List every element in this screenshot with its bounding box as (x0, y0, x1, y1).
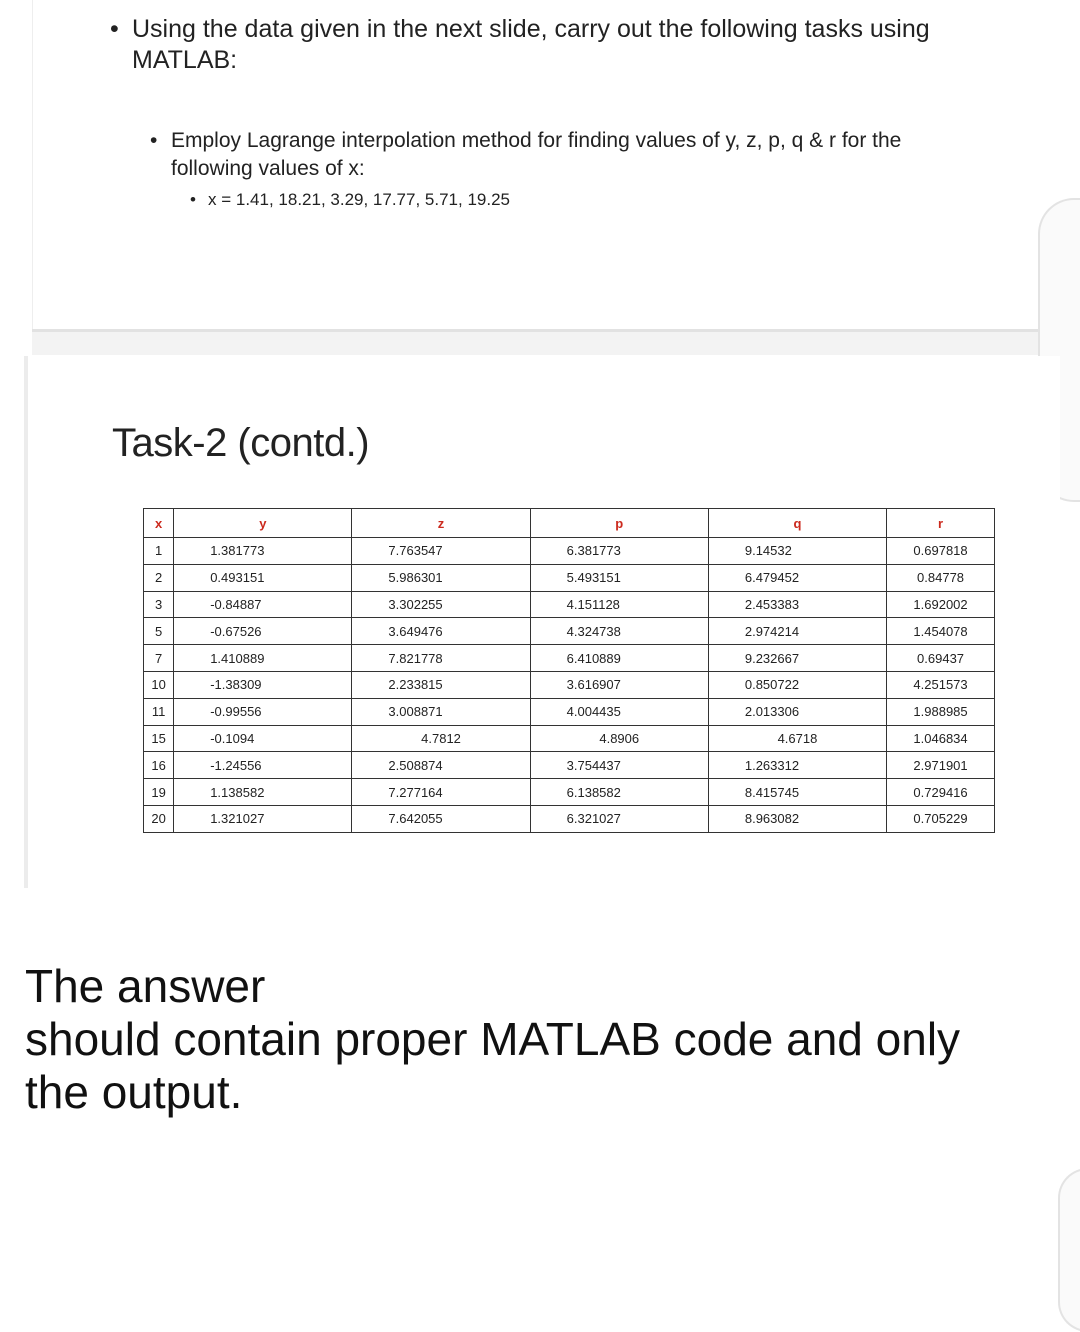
table-body (144, 538, 995, 833)
table-cell: 3.616907 (530, 671, 708, 698)
table-row (144, 779, 995, 806)
table-cell: 0.493151 (174, 564, 352, 591)
data-table (143, 508, 995, 833)
bullet-dot-icon: • (150, 129, 158, 152)
column-header-r: r (887, 509, 995, 538)
table-cell: 16 (144, 752, 174, 779)
table-cell: 6.321027 (530, 805, 708, 832)
table-cell: 3.754437 (530, 752, 708, 779)
table-row (144, 538, 995, 565)
table-cell: 4.251573 (887, 671, 995, 698)
column-header-p: p (530, 509, 708, 538)
table-cell: 0.69437 (887, 645, 995, 672)
table-cell: 7.763547 (352, 538, 530, 565)
table-row (144, 805, 995, 832)
table-cell: 5.986301 (352, 564, 530, 591)
bullet-sub (150, 127, 980, 183)
answer-line-3: the output. (25, 1066, 243, 1118)
column-header-q: q (708, 509, 886, 538)
table-cell: 0.850722 (708, 671, 886, 698)
table-cell: 6.410889 (530, 645, 708, 672)
table-cell: 8.415745 (708, 779, 886, 806)
table-cell: 7.277164 (352, 779, 530, 806)
bullet-main-text: Using the data given in the next slide, carry out the following tasks using MATLAB: (132, 15, 930, 74)
table-cell: 2.453383 (708, 591, 886, 618)
table-row (144, 591, 995, 618)
table-cell: 10 (144, 671, 174, 698)
answer-line-2: should contain proper MATLAB code and only (25, 1013, 961, 1065)
table-cell: 7.821778 (352, 645, 530, 672)
table-cell: -0.99556 (174, 698, 352, 725)
answer-line-1: The answer (25, 960, 266, 1012)
table-cell: 5 (144, 618, 174, 645)
table-row (144, 618, 995, 645)
table-cell: 1 (144, 538, 174, 565)
table-cell: -0.67526 (174, 618, 352, 645)
table-cell: 0.84778 (887, 564, 995, 591)
table-cell: 4.6718 (708, 725, 886, 752)
table-row (144, 564, 995, 591)
table-cell: 7.642055 (352, 805, 530, 832)
table-cell: 0.697818 (887, 538, 995, 565)
table-cell: 1.454078 (887, 618, 995, 645)
slide-divider (32, 329, 1056, 355)
table-row (144, 725, 995, 752)
table-row (144, 698, 995, 725)
table-cell: 9.14532 (708, 538, 886, 565)
bullet-subsub-text: x = 1.41, 18.21, 3.29, 17.77, 5.71, 19.25 (208, 190, 510, 209)
column-header-z: z (352, 509, 530, 538)
table-cell: 9.232667 (708, 645, 886, 672)
table-cell: 6.381773 (530, 538, 708, 565)
table-cell: 0.729416 (887, 779, 995, 806)
table-header-row (144, 509, 995, 538)
table-cell: 4.004435 (530, 698, 708, 725)
table-cell: 6.479452 (708, 564, 886, 591)
column-header-x: x (144, 509, 174, 538)
table-cell: 2.013306 (708, 698, 886, 725)
table-cell: 1.410889 (174, 645, 352, 672)
table-cell: 1.138582 (174, 779, 352, 806)
column-header-y: y (174, 509, 352, 538)
table-cell: 2.971901 (887, 752, 995, 779)
bullet-main (110, 14, 1010, 76)
table-cell: 20 (144, 805, 174, 832)
table-cell: 2 (144, 564, 174, 591)
table-cell: 1.692002 (887, 591, 995, 618)
table-cell: 5.493151 (530, 564, 708, 591)
table-cell: 4.8906 (530, 725, 708, 752)
answer-note (25, 960, 1055, 1119)
table-cell: 8.963082 (708, 805, 886, 832)
table-cell: 4.7812 (352, 725, 530, 752)
table-cell: -1.38309 (174, 671, 352, 698)
table-cell: 2.508874 (352, 752, 530, 779)
table-cell: -0.84887 (174, 591, 352, 618)
table-cell: -0.1094 (174, 725, 352, 752)
side-handle-bottom (1058, 1168, 1080, 1332)
table-cell: 7 (144, 645, 174, 672)
table-cell: 3.649476 (352, 618, 530, 645)
table-cell: 1.381773 (174, 538, 352, 565)
table-cell: 4.151128 (530, 591, 708, 618)
slide-title: Task-2 (contd.) (112, 421, 370, 465)
table-cell: 2.233815 (352, 671, 530, 698)
table-cell: 3.008871 (352, 698, 530, 725)
bullet-dot-icon: • (110, 15, 119, 43)
table-row (144, 752, 995, 779)
table-cell: 3.302255 (352, 591, 530, 618)
table-cell: 15 (144, 725, 174, 752)
bullet-dot-icon: • (190, 190, 196, 209)
table-cell: 1.321027 (174, 805, 352, 832)
table-cell: 1.046834 (887, 725, 995, 752)
table-cell: 3 (144, 591, 174, 618)
table-cell: 0.705229 (887, 805, 995, 832)
bullet-subsub (190, 188, 890, 212)
table-row (144, 645, 995, 672)
bullet-sub-text: Employ Lagrange interpolation method for finding values of y, z, p, q & r for the following values of x: (171, 129, 902, 180)
table-cell: 19 (144, 779, 174, 806)
table-cell: 2.974214 (708, 618, 886, 645)
table-cell: 4.324738 (530, 618, 708, 645)
table-cell: 6.138582 (530, 779, 708, 806)
table-row (144, 671, 995, 698)
table-cell: 1.263312 (708, 752, 886, 779)
table-cell: -1.24556 (174, 752, 352, 779)
table-cell: 11 (144, 698, 174, 725)
table-cell: 1.988985 (887, 698, 995, 725)
